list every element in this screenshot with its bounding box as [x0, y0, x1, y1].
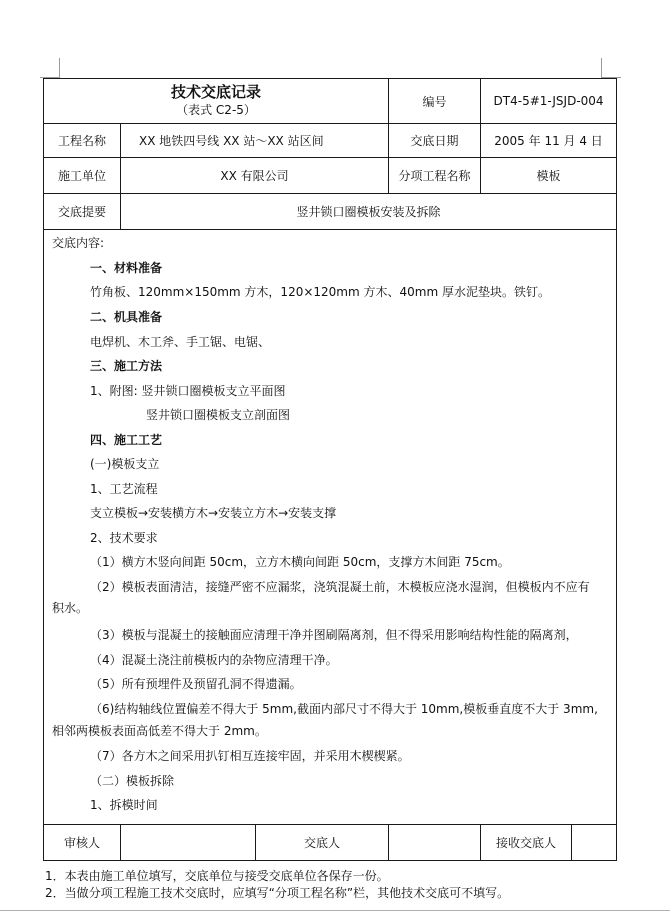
section-method-line1: 1、附图: 竖井锁口圈模板支立平面图: [90, 384, 286, 398]
section-materials-text: 竹角板、120mm×150mm 方木，120×120mm 方木、40mm 厚水泥垫块。铁钉。: [90, 285, 550, 299]
crop-mark-right-v: [601, 58, 602, 78]
tech-req-6b: 相邻两模板表面高低差不得大于 2mm。: [52, 724, 267, 738]
reviewer-signature-field: [121, 825, 256, 860]
page-bottom-rule: [0, 910, 670, 911]
process-flow-text: 支立模板→安装横方木→安装立方木→安装支撑: [90, 506, 337, 520]
tech-req-1: （1）横方木竖向间距 50cm，立方木横向间距 50cm，支撑方木间距 75cm。: [90, 555, 510, 569]
section-materials-title: 一、材料准备: [90, 261, 163, 275]
code-value: DT4-5#1-JSJD-004: [481, 79, 617, 124]
disclosure-content-cell: [44, 230, 617, 825]
crop-mark-left-v: [59, 58, 60, 78]
receiver-signature-field: [572, 825, 616, 860]
disclosure-content: [44, 230, 616, 824]
disclosure-date-value: 2005 年 11 月 4 日: [481, 124, 617, 158]
tech-req-5: （5）所有预埋件及预留孔洞不得遗漏。: [90, 677, 302, 691]
form-title-cell: [44, 79, 389, 124]
section-method-title: 三、施工方法: [90, 359, 163, 373]
tech-req-2a: （2）模板表面清洁，接缝严密不应漏浆，浇筑混凝土前，木模板应浇水湿润，但模板内不应有: [90, 580, 590, 594]
form-subtitle: （表式 C2-5）: [176, 103, 256, 117]
section-equipment-text: 电焊机、木工斧、手工锯、电锯、: [90, 335, 271, 349]
subsection-formwork-erection: (一)模板支立: [90, 457, 160, 471]
receiver-cell: [481, 825, 617, 861]
sub-project-label: 分项工程名称: [389, 158, 481, 194]
disclosure-record-form: [43, 78, 617, 861]
code-label: 编号: [389, 79, 481, 124]
section-equipment-title: 二、机具准备: [90, 310, 163, 324]
sub-project-value: 模板: [481, 158, 617, 194]
footnote-1: 1．本表由施工单位填写，交底单位与接受交底单位各保存一份。: [45, 869, 389, 883]
construction-unit-label: 施工单位: [44, 158, 121, 194]
construction-unit-value: XX 有限公司: [121, 158, 389, 194]
content-intro: 交底内容:: [52, 236, 105, 250]
tech-req-title: 2、技术要求: [90, 531, 158, 545]
tech-req-7: （7）各方木之间采用扒钉相互连接牢固，并采用木楔楔紧。: [90, 749, 410, 763]
removal-time-title: 1、拆模时间: [90, 798, 158, 812]
form-title: 技术交底记录: [171, 83, 262, 101]
reviewer-label: 审核人: [44, 825, 121, 861]
tech-req-6a: （6)结构轴线位置偏差不得大于 5mm,截面内部尺寸不得大于 10mm,模板垂直度不大于 3mm,: [90, 702, 598, 716]
subsection-formwork-removal: （二）模板拆除: [90, 774, 175, 788]
discloser-label: 交底人: [303, 836, 340, 850]
footnote-2: 2．当做分项工程施工技术交底时，应填写“分项工程名称”栏，其他技术交底可不填写。: [45, 886, 510, 900]
summary-value: 竖井锁口圈模板安装及拆除: [121, 194, 617, 230]
project-name-label: 工程名称: [44, 124, 121, 158]
process-flow-title: 1、工艺流程: [90, 482, 158, 496]
tech-req-2b: 积水。: [52, 601, 89, 615]
section-process-title: 四、施工工艺: [90, 433, 163, 447]
tech-req-4: （4）混凝土浇注前模板内的杂物应清理干净。: [90, 653, 338, 667]
section-method-line2: 竖井锁口圈模板支立剖面图: [146, 408, 291, 422]
disclosure-date-label: 交底日期: [389, 124, 481, 158]
project-name-value: XX 地铁四号线 XX 站～XX 站区间: [121, 124, 389, 158]
receiver-label: 接收交底人: [481, 825, 572, 860]
summary-label: 交底提要: [44, 194, 121, 230]
discloser-signature-field: [389, 825, 481, 861]
tech-req-3: （3）模板与混凝土的接触面应清理干净并图刷隔离剂，但不得采用影响结构性能的隔离剂，: [90, 628, 578, 642]
reviewer-discloser-cell: [121, 825, 389, 861]
